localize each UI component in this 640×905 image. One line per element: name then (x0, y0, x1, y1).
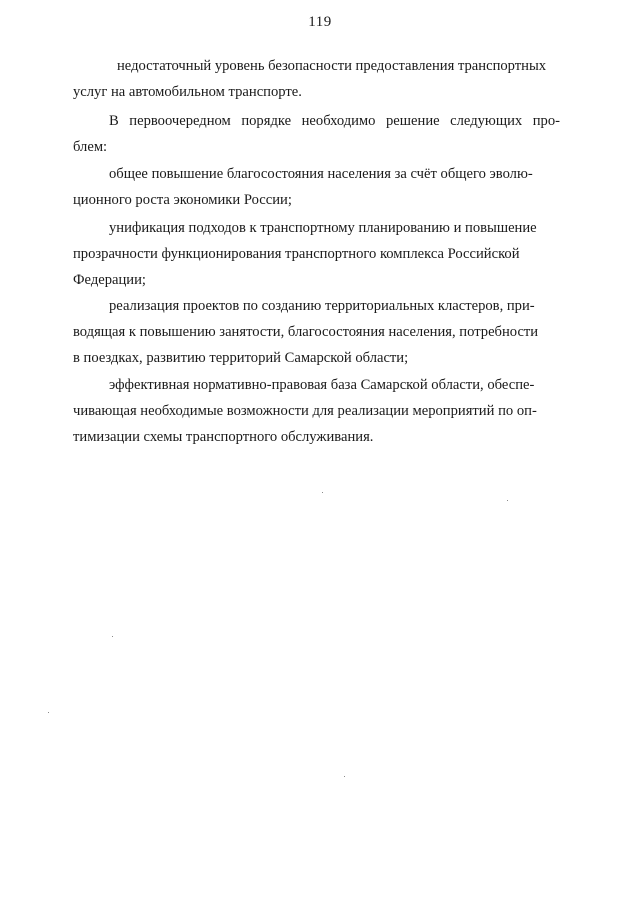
text-line: в поездках, развитию территорий Самарской области; (73, 350, 409, 366)
scan-speck (344, 776, 345, 777)
text-line: блем: (73, 139, 108, 155)
scan-speck (507, 500, 508, 501)
scan-speck (48, 712, 49, 713)
page-number: 119 (308, 14, 332, 30)
text-line: услуг на автомобильном транспорте. (73, 84, 302, 100)
scan-speck (322, 492, 323, 493)
text-line: тимизации схемы транспортного обслуживания. (73, 429, 374, 445)
text-line: водящая к повышению занятости, благосостояния населения, потребности (73, 324, 539, 340)
text-line: В первоочередном порядке необходимо решение следующих про- (109, 113, 560, 129)
text-line: чивающая необходимые возможности для реализации мероприятий по оп- (73, 403, 537, 419)
text-line: эффективная нормативно-правовая база Самарской области, обеспе- (109, 377, 535, 393)
text-line: унификация подходов к транспортному планированию и повышение (109, 220, 537, 236)
text-line: прозрачности функционирования транспортного комплекса Российской (73, 246, 520, 262)
text-line: реализация проектов по созданию территориальных кластеров, при- (109, 298, 535, 314)
text-line: общее повышение благосостояния населения за счёт общего эволю- (109, 166, 533, 182)
text-line: ционного роста экономики России; (73, 192, 292, 208)
scan-speck (112, 636, 113, 637)
text-line: Федерации; (73, 272, 146, 288)
text-line: недостаточный уровень безопасности предоставления транспортных (117, 58, 547, 74)
